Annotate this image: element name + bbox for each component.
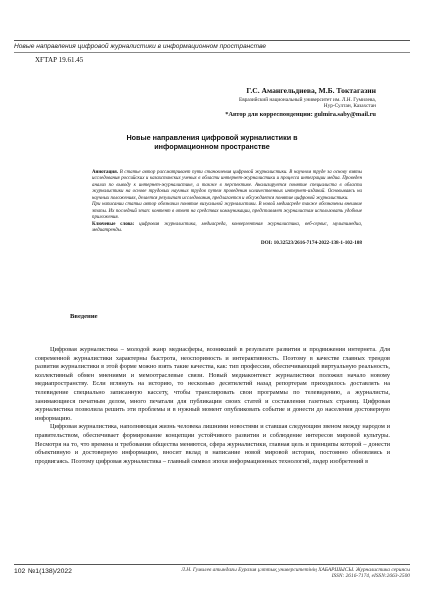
body-paragraph: Цифровая журналистика – молодой жанр медиасферы, возникший в результате развития и продвижения интернета. Для современной журналистики характерны быстрота, неоспоримость и интерактивность. Поэтому в качестве главных трендов развития журналистики в этой форме можно взять такие качества, как: тип профессии, обеспечивающий виртуальную реальность, коллективный обмен мнениями и мемоотраслевые связи. Новый медиаконтекст журналистики положил начало новому медиапространству. Если вглянуть на историю, то несколько десятилетий назад репортерам приходилось доставлять на телевидение специально записанную кассету, чтобы транслировать свои программы по телевидению, а журналисты, занимающиеся печатным делом, много печатали для публикации своих статей и составления газетных страниц. Цифровая журналистика позволила решить эти проблемы и в нужный момент опубликовать событие и донести до населения достоверную информацию.	[35, 346, 390, 422]
keywords-label: Ключевые слова:	[92, 222, 135, 228]
doi: DOI: 10.32523/2616-7174-2022-138-1-102-108	[260, 239, 362, 246]
title-line: Новые направления цифровой журналистики в	[126, 133, 298, 142]
affiliation-line: Евразийский национальный университет им. Л.Н. Гумилева,	[239, 97, 376, 103]
authors-block	[56, 86, 376, 118]
abstract-paragraph-2: При написании статьи автор обозначил понятие визуальной журналистики. В новой медиасреде также обозначены внешние этапы. Их последний этап: контент в ответ на средствах коммуникации, представляет журналистам использовать удобные приложения.	[92, 202, 362, 221]
author-names: Г.С. Амангельдиева, М.Б. Токтагазин	[246, 86, 376, 95]
footer-rule	[14, 564, 410, 565]
journal-line: Л.Н. Гумилев атындағы Еуразия ұлттық университетінің ХАБАРШЫСЫ. Журналистика сериясы	[181, 567, 410, 573]
header-rule-lower	[14, 52, 410, 53]
body-text	[35, 346, 390, 466]
body-paragraph: Цифровая журналистика, наполняющая жизнь человека лишними новостями и ставшая следующим звеном между народом и правительством, обеспечивает формирование концепции устойчивого развития и соблюдение интересов мировой культуры. Несмотря на то, что времена и требования общества меняются, сфера журналистики, главная цель и принципы которой – донести объективную и достоверную информацию, вносит вклад в написание новой мировой истории, постоянно обновляясь и продвигаясь. Поэтому цифровая журналистика – главный символ эпохи информационных технологий, лидер изобретений в	[35, 423, 390, 465]
abstract-label: Аннотация.	[92, 170, 118, 175]
keywords: цифровая журналистика, медиасреда, конвергентная журналистика, веб-сервис, мультимедиа, медиатренды.	[92, 222, 362, 234]
running-title: Новые направления цифровой журналистики в информационном пространстве	[14, 43, 267, 50]
affiliation	[56, 97, 376, 110]
article-title	[60, 133, 364, 151]
abstract-paragraph	[92, 170, 362, 202]
section-heading: Введение	[70, 313, 98, 320]
udk-code: ХҒТАР 19.61.45	[35, 56, 84, 64]
running-header	[14, 40, 410, 53]
journal-info	[170, 567, 410, 580]
page-footer	[14, 564, 410, 580]
abstract-text: В статье автор рассматривает пути становления цифровой журналистики. В научном труде за основу взяты исследования российских и казахстанских ученых в области интернет-журналистики и процесса интеграции медиа. Проведен анализ по выводу к интернет-журналистике, а также в перспективе. Анализируется понятие специалиста в области журналистики на основе трудовых научных трудов путем проведения количественных интернет-изданий. Основываясь на научных положениях, делается результат исследования, предлагается и обсуждается понятие цифровой журналистики.	[92, 170, 362, 201]
journal-line: ISSN: 2616-7174, eISSN:2663-2500	[331, 573, 410, 580]
corresponding-author: *Автор для корреспонденции: gulmira.saby@mail.ru	[225, 110, 376, 118]
page-number: 102	[14, 568, 26, 575]
abstract-block	[92, 170, 362, 246]
title-line: информационном пространстве	[154, 142, 270, 151]
issue-number: №1(138)/2022	[28, 568, 72, 575]
keywords-paragraph	[92, 222, 362, 235]
affiliation-line: Нур-Султан, Казахстан	[323, 103, 376, 110]
